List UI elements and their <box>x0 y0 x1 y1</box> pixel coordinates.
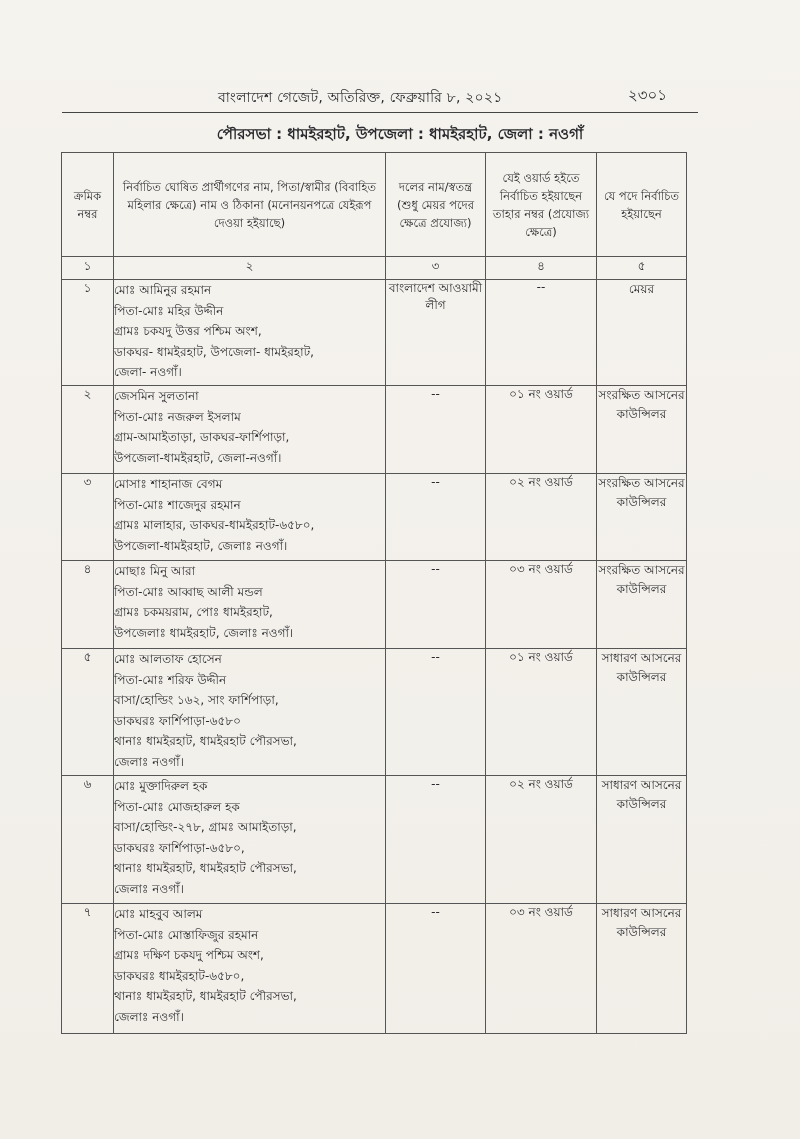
ward-number: ০২ নং ওয়ার্ড <box>486 474 597 561</box>
elected-post: সাধারণ আসনের কাউন্সিলর <box>597 776 687 904</box>
elected-post: সংরক্ষিত আসনের কাউন্সিলর <box>597 561 687 649</box>
ward-number: ০১ নং ওয়ার্ড <box>486 386 597 474</box>
father-name: পিতা-মোঃ শাজেদুর রহমান <box>114 497 241 512</box>
running-title: বাংলাদেশ গেজেট, অতিরিক্ত, ফেব্রুয়ারি ৮, ২০২১ <box>218 90 503 106</box>
column-number: ২ <box>114 257 386 280</box>
column-number: ১ <box>62 257 114 280</box>
address-line: গ্রাম-আমাইতাড়া, ডাকঘর-ফার্শিপাড়া, <box>114 430 290 444</box>
address-line: বাসা/হোল্ডিং ১৬২, সাং ফার্শিপাড়া, <box>114 693 279 707</box>
elected-post: সাধারণ আসনের কাউন্সিলর <box>597 649 687 776</box>
table-row <box>62 776 687 904</box>
address-line: ডাকঘরঃ ফার্শিপাড়া-৬৫৮০, <box>114 840 245 855</box>
party-name: বাংলাদেশ আওয়ামী লীগ <box>386 280 486 386</box>
column-header-candidate: নির্বাচিত ঘোষিত প্রার্থীগণের নাম, পিতা/স্বামীর (বিবাহিত মহিলার ক্ষেত্রে) নাম ও ঠিকানা (মনোনয়নপত্রে যেইরূপ দেওয়া হইয়াছে) <box>114 153 386 257</box>
elected-post: মেয়র <box>597 280 687 386</box>
row-serial: ২ <box>62 386 114 474</box>
row-serial: ১ <box>62 280 114 386</box>
candidate-name: মোঃ আলতাফ হোসেন <box>114 652 222 666</box>
candidate-details <box>114 776 386 904</box>
party-name: -- <box>386 561 486 649</box>
party-name: -- <box>386 474 486 561</box>
candidate-name: মোঃ মাহবুব আলম <box>114 907 203 921</box>
candidate-details <box>114 561 386 649</box>
candidate-name: মোঃ আমিনুর রহমান <box>114 283 212 297</box>
father-name: পিতা-মোঃ মোজহারুল হক <box>114 799 240 814</box>
table-row <box>62 904 687 1034</box>
section-title: পৌরসভা : ধামইরহাট, উপজেলা : ধামইরহাট, জেলা : নওগাঁ <box>216 125 584 143</box>
address-line: গ্রামঃ চকযদু উত্তর পশ্চিম অংশ, <box>114 324 262 338</box>
address-line: জেলাঃ নওগাঁ। <box>114 754 184 769</box>
column-header-party: দলের নাম/স্বতন্ত্র (শুধু মেয়র পদের ক্ষেত্রে প্রযোজ্য) <box>386 153 486 257</box>
party-name: -- <box>386 386 486 474</box>
father-name: পিতা-মোঃ আব্বাছ আলী মন্ডল <box>114 584 263 599</box>
address-line: থানাঃ ধামইরহাট, ধামইরহাট পৌরসভা, <box>114 734 297 748</box>
father-name: পিতা-মোঃ শরিফ উদ্দীন <box>114 672 227 687</box>
row-serial: ৪ <box>62 561 114 649</box>
column-header-ward: যেই ওয়ার্ড হইতে নির্বাচিত হইয়াছেন তাহার নম্বর (প্রযোজ্য ক্ষেত্রে) <box>486 153 597 257</box>
column-header-post: যে পদে নির্বাচিত হইয়াছেন <box>597 153 687 257</box>
address-line: উপজেলা-ধামইরহাট, জেলাঃ নওগাঁ। <box>114 538 288 553</box>
ward-number: -- <box>486 280 597 386</box>
party-name: -- <box>386 904 486 1034</box>
party-name: -- <box>386 776 486 904</box>
row-serial: ৭ <box>62 904 114 1034</box>
column-number: ৩ <box>386 257 486 280</box>
address-line: থানাঃ ধামইরহাট, ধামইরহাট পৌরসভা, <box>114 861 297 875</box>
column-number: ৫ <box>597 257 687 280</box>
column-number: ৪ <box>486 257 597 280</box>
table-row <box>62 561 687 649</box>
elected-post: সংরক্ষিত আসনের কাউন্সিলর <box>597 386 687 474</box>
address-line: ডাকঘরঃ ধামইরহাট-৬৫৮০, <box>114 968 245 983</box>
elected-post: সংরক্ষিত আসনের কাউন্সিলর <box>597 474 687 561</box>
table-row <box>62 386 687 474</box>
ward-number: ০১ নং ওয়ার্ড <box>486 649 597 776</box>
ward-number: ০৩ নং ওয়ার্ড <box>486 904 597 1034</box>
row-serial: ৫ <box>62 649 114 776</box>
column-number-row <box>62 257 687 280</box>
address-line: জেলাঃ নওগাঁ। <box>114 881 184 896</box>
father-name: পিতা-মোঃ মোস্তাফিজুর রহমান <box>114 927 259 942</box>
ward-number: ০২ নং ওয়ার্ড <box>486 776 597 904</box>
column-header-serial: ক্রমিক নম্বর <box>62 153 114 257</box>
address-line: ডাকঘরঃ ফার্শিপাড়া-৬৫৮০ <box>114 713 241 728</box>
table-row <box>62 280 687 386</box>
address-line: জেলা- নওগাঁ। <box>114 365 182 379</box>
results-table <box>61 152 687 1034</box>
address-line: বাসা/হোল্ডিং-২৭৮, গ্রামঃ আমাইতাড়া, <box>114 820 297 834</box>
address-line: থানাঃ ধামইরহাট, ধামইরহাট পৌরসভা, <box>114 989 297 1003</box>
candidate-details <box>114 386 386 474</box>
row-serial: ৬ <box>62 776 114 904</box>
table-header-row <box>62 153 687 257</box>
page-number: ২৩০১ <box>628 86 667 104</box>
table-row <box>62 649 687 776</box>
elected-post: সাধারণ আসনের কাউন্সিলর <box>597 904 687 1034</box>
address-line: জেলাঃ নওগাঁ। <box>114 1009 184 1024</box>
candidate-name: জেসমিন সুলতানা <box>114 389 199 403</box>
address-line: গ্রামঃ দক্ষিণ চকযদু পশ্চিম অংশ, <box>114 948 264 962</box>
ward-number: ০৩ নং ওয়ার্ড <box>486 561 597 649</box>
table-row <box>62 474 687 561</box>
candidate-details <box>114 904 386 1034</box>
address-line: উপজেলাঃ ধামইরহাট, জেলাঃ নওগাঁ। <box>114 625 294 640</box>
candidate-name: মোসাঃ শাহানাজ বেগম <box>114 477 223 491</box>
candidate-details <box>114 474 386 561</box>
address-line: উপজেলা-ধামইরহাট, জেলা-নওগাঁ। <box>114 450 282 465</box>
candidate-name: মোঃ মুক্তাদিরুল হক <box>114 779 208 793</box>
header-rule <box>62 112 698 113</box>
candidate-details <box>114 649 386 776</box>
father-name: পিতা-মোঃ মহির উদ্দীন <box>114 303 224 318</box>
party-name: -- <box>386 649 486 776</box>
address-line: গ্রামঃ মালাহার, ডাকঘর-ধামইরহাট-৬৫৮০, <box>114 518 315 532</box>
candidate-name: মোছাঃ মিনু আরা <box>114 564 196 578</box>
candidate-details <box>114 280 386 386</box>
address-line: গ্রামঃ চকময়রাম, পোঃ ধামইরহাট, <box>114 605 273 619</box>
father-name: পিতা-মোঃ নজরুল ইসলাম <box>114 409 241 424</box>
row-serial: ৩ <box>62 474 114 561</box>
address-line: ডাকঘর- ধামইরহাট, উপজেলা- ধামইরহাট, <box>114 344 314 359</box>
